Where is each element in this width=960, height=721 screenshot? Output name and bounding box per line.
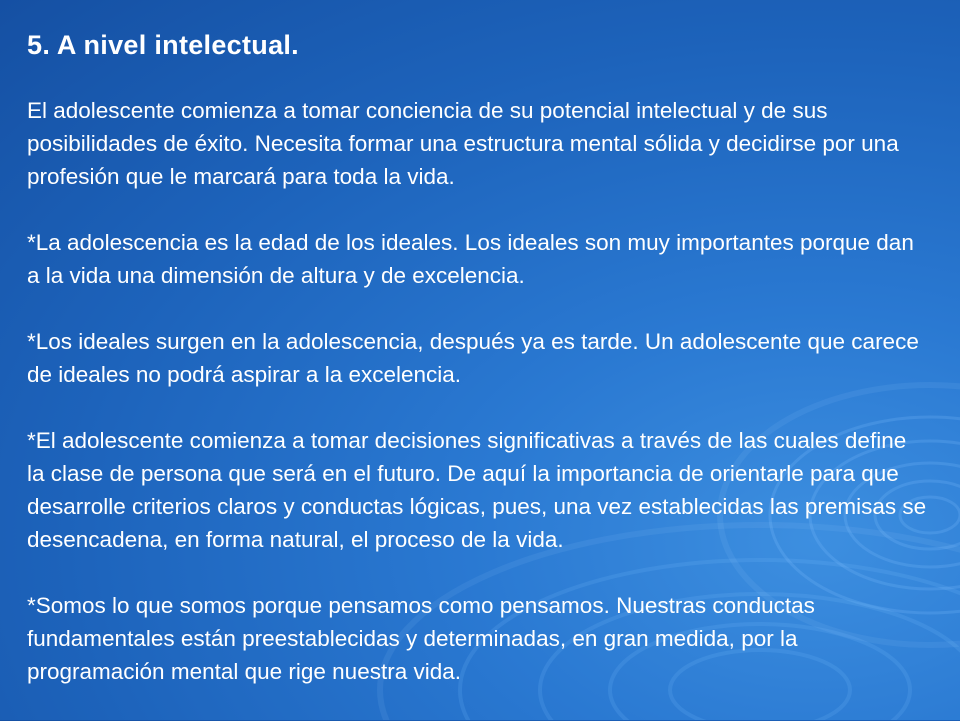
paragraph-decisiones: *El adolescente comienza a tomar decisiones significativas a través de las cuales define la clase de persona que será en el futuro. De aquí la importancia de orientarle para que desarrolle criterios claros y conductas lógicas, pues, una vez establecidas las premisas se desencadena, en forma natural, el proceso de la vida.: [27, 428, 927, 552]
paragraph-ideales-surgen: *Los ideales surgen en la adolescencia, después ya es tarde. Un adolescente que carece de ideales no podrá aspirar a la excelencia.: [27, 329, 919, 387]
paragraph-ideales-edad: *La adolescencia es la edad de los ideales. Los ideales son muy importantes porque dan a la vida una dimensión de altura y de excelencia.: [27, 230, 914, 288]
slide-title: 5. A nivel intelectual.: [27, 30, 299, 60]
paragraph-intro: El adolescente comienza a tomar conciencia de su potencial intelectual y de sus posibilidades de éxito. Necesita formar una estructura mental sólida y decidirse por una profesión que le marcará para toda la vida.: [27, 98, 899, 189]
slide-body: [27, 94, 927, 721]
paragraph-somos: *Somos lo que somos porque pensamos como pensamos. Nuestras conductas fundamentales están preestablecidas y determinadas, en gran medida, por la programación mental que rige nuestra vida.: [27, 593, 815, 684]
